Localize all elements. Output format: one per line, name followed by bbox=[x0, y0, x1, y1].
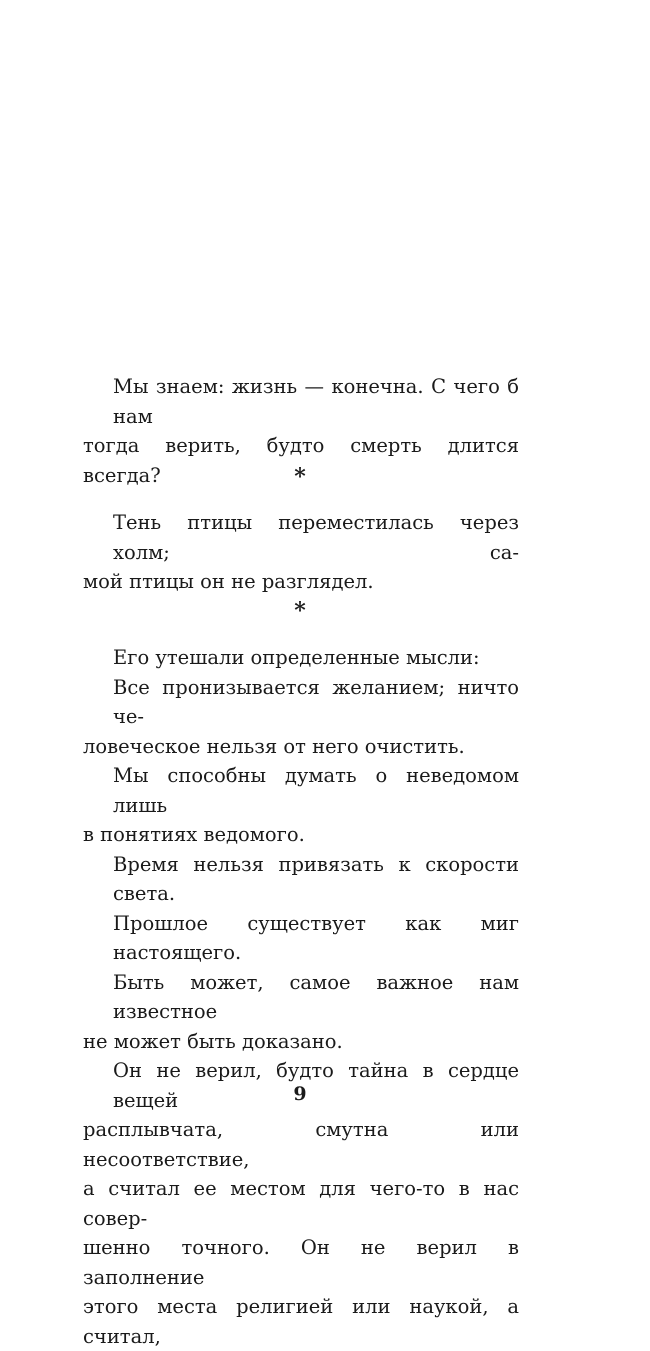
text-line: Его утешали определенные мысли: bbox=[113, 646, 480, 669]
section-separator: * bbox=[294, 598, 306, 624]
text-line: Время нельзя привязать к скорости света. bbox=[113, 852, 519, 905]
text-line: не может быть доказано. bbox=[83, 1029, 343, 1053]
text-line: этого места религией или наукой, а считал, bbox=[83, 1295, 519, 1348]
text-line: шенно точного. Он не верил в заполнение bbox=[83, 1236, 519, 1289]
text-line: в понятиях ведомого. bbox=[83, 823, 305, 846]
text-line: Мы знаем: жизнь — конечна. С чего б нам bbox=[113, 375, 519, 428]
main-text-block bbox=[83, 643, 519, 1351]
text-line: тогда верить, будто смерть длится всегда? bbox=[83, 434, 519, 487]
text-line: а считал ее местом для чего-то в нас совер- bbox=[83, 1177, 519, 1230]
page-number: 9 bbox=[293, 1083, 307, 1105]
text-line: Он не верил, будто тайна в сердце вещей bbox=[113, 1059, 519, 1112]
text-line: Мы способны думать о неведомом лишь bbox=[113, 764, 519, 817]
text-line: ловеческое нельзя от него очистить. bbox=[83, 734, 465, 758]
text-line: Быть может, самое важное нам известное bbox=[113, 970, 519, 1023]
text-line: Прошлое существует как миг настоящего. bbox=[113, 911, 519, 964]
text-line: Тень птицы переместилась через холм; са- bbox=[113, 511, 519, 564]
section-separator: * bbox=[294, 464, 306, 490]
paragraph-bird-shadow bbox=[83, 508, 519, 597]
text-line: Все пронизывается желанием; ничто че- bbox=[113, 675, 519, 728]
text-line: расплывчата, смутна или несоответствие, bbox=[83, 1118, 519, 1171]
text-line: мой птицы он не разглядел. bbox=[83, 570, 374, 593]
